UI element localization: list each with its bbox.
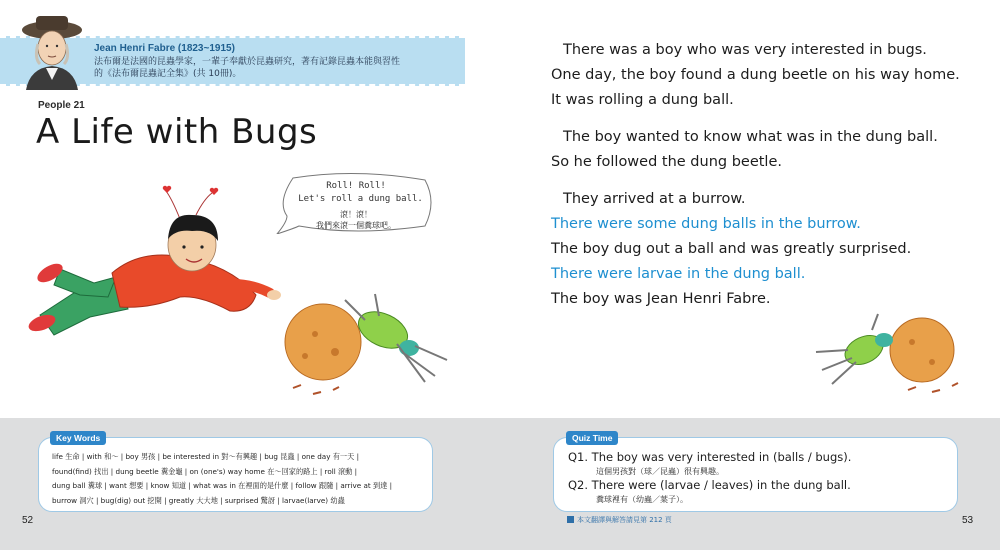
dung-beetle-with-ball-illustration: [275, 290, 460, 405]
bubble-line-1: Roll! Roll!: [326, 181, 386, 191]
story-line: So he followed the dung beetle.: [551, 154, 782, 170]
answer-footnote: [567, 515, 672, 525]
quiz-question: Q1. The boy was very interested in (balls / bugs).: [568, 450, 852, 464]
story-line: There was a boy who was very interested in bugs.: [563, 42, 927, 58]
answer-footnote-text: 本文翻譯與解答請見第 212 頁: [577, 516, 672, 524]
story-line: The boy was Jean Henri Fabre.: [551, 291, 771, 307]
story-line: The boy dug out a ball and was greatly surprised.: [551, 241, 912, 257]
story-line: The boy wanted to know what was in the dung ball.: [563, 129, 938, 145]
fabre-portrait-illustration: [18, 14, 86, 90]
key-words-line: life 生命 | with 和～ | boy 男孩 | be interested in 對～有興趣 | bug 昆蟲 | one day 有一天 |: [52, 452, 360, 461]
author-name: Jean Henri Fabre (1823~1915): [94, 43, 235, 54]
key-words-line: burrow 洞穴 | bug(dig) out 挖開 | greatly 大大地 | surprised 驚訝 | larvae(larve) 幼蟲: [52, 495, 345, 505]
story-line: One day, the boy found a dung beetle on his way home.: [551, 67, 960, 83]
story-text: [551, 38, 981, 312]
bubble-cn-line-1: 滾！滾！: [340, 210, 372, 219]
people-number: People 21: [38, 100, 85, 111]
author-description-line: 的《法布爾昆蟲記全集》(共 10冊)。: [94, 69, 242, 79]
author-description: [94, 56, 439, 80]
quiz-question-translation: 糞球裡有（幼蟲／葉子）。: [596, 495, 688, 504]
story-line: It was rolling a dung ball.: [551, 92, 734, 108]
story-line-highlight: There were larvae in the dung ball.: [551, 266, 806, 282]
quiz-question-translation: 這個男孩對（球／昆蟲）很有興趣。: [596, 467, 724, 476]
key-words-tag: Key Words: [50, 431, 106, 445]
dung-beetle-pushing-ball-illustration: [812, 310, 972, 400]
page-number-left: 52: [22, 515, 34, 526]
author-description-line: 法布爾是法國的昆蟲學家，一輩子奉獻於昆蟲研究，著有記錄昆蟲本能與習性: [94, 57, 401, 67]
quiz-list: [568, 450, 948, 506]
bubble-line-2: Let's roll a dung ball.: [298, 194, 423, 204]
square-bullet-icon: [567, 516, 574, 523]
quiz-tag: Quiz Time: [566, 431, 618, 445]
bubble-cn-line-2: 我們來滾一個糞球吧。: [316, 221, 396, 230]
quiz-question: Q2. There were (larvae / leaves) in the dung ball.: [568, 478, 851, 492]
page-title: A Life with Bugs: [36, 112, 318, 152]
key-words-line: dung ball 糞球 | want 想要 | know 知道 | what was in 在裡面的是什麼 | follow 跟隨 | arrive at 到達 |: [52, 481, 393, 490]
key-words-list: [52, 450, 442, 508]
boy-illustration: [20, 185, 290, 350]
key-words-line: found(find) 找出 | dung beetle 糞金龜 | on (one's) way home 在～回家的路上 | roll 滾動 |: [52, 466, 358, 476]
story-line-highlight: There were some dung balls in the burrow.: [551, 216, 861, 232]
page-number-right: 53: [962, 515, 974, 526]
story-line: They arrived at a burrow.: [563, 191, 746, 207]
